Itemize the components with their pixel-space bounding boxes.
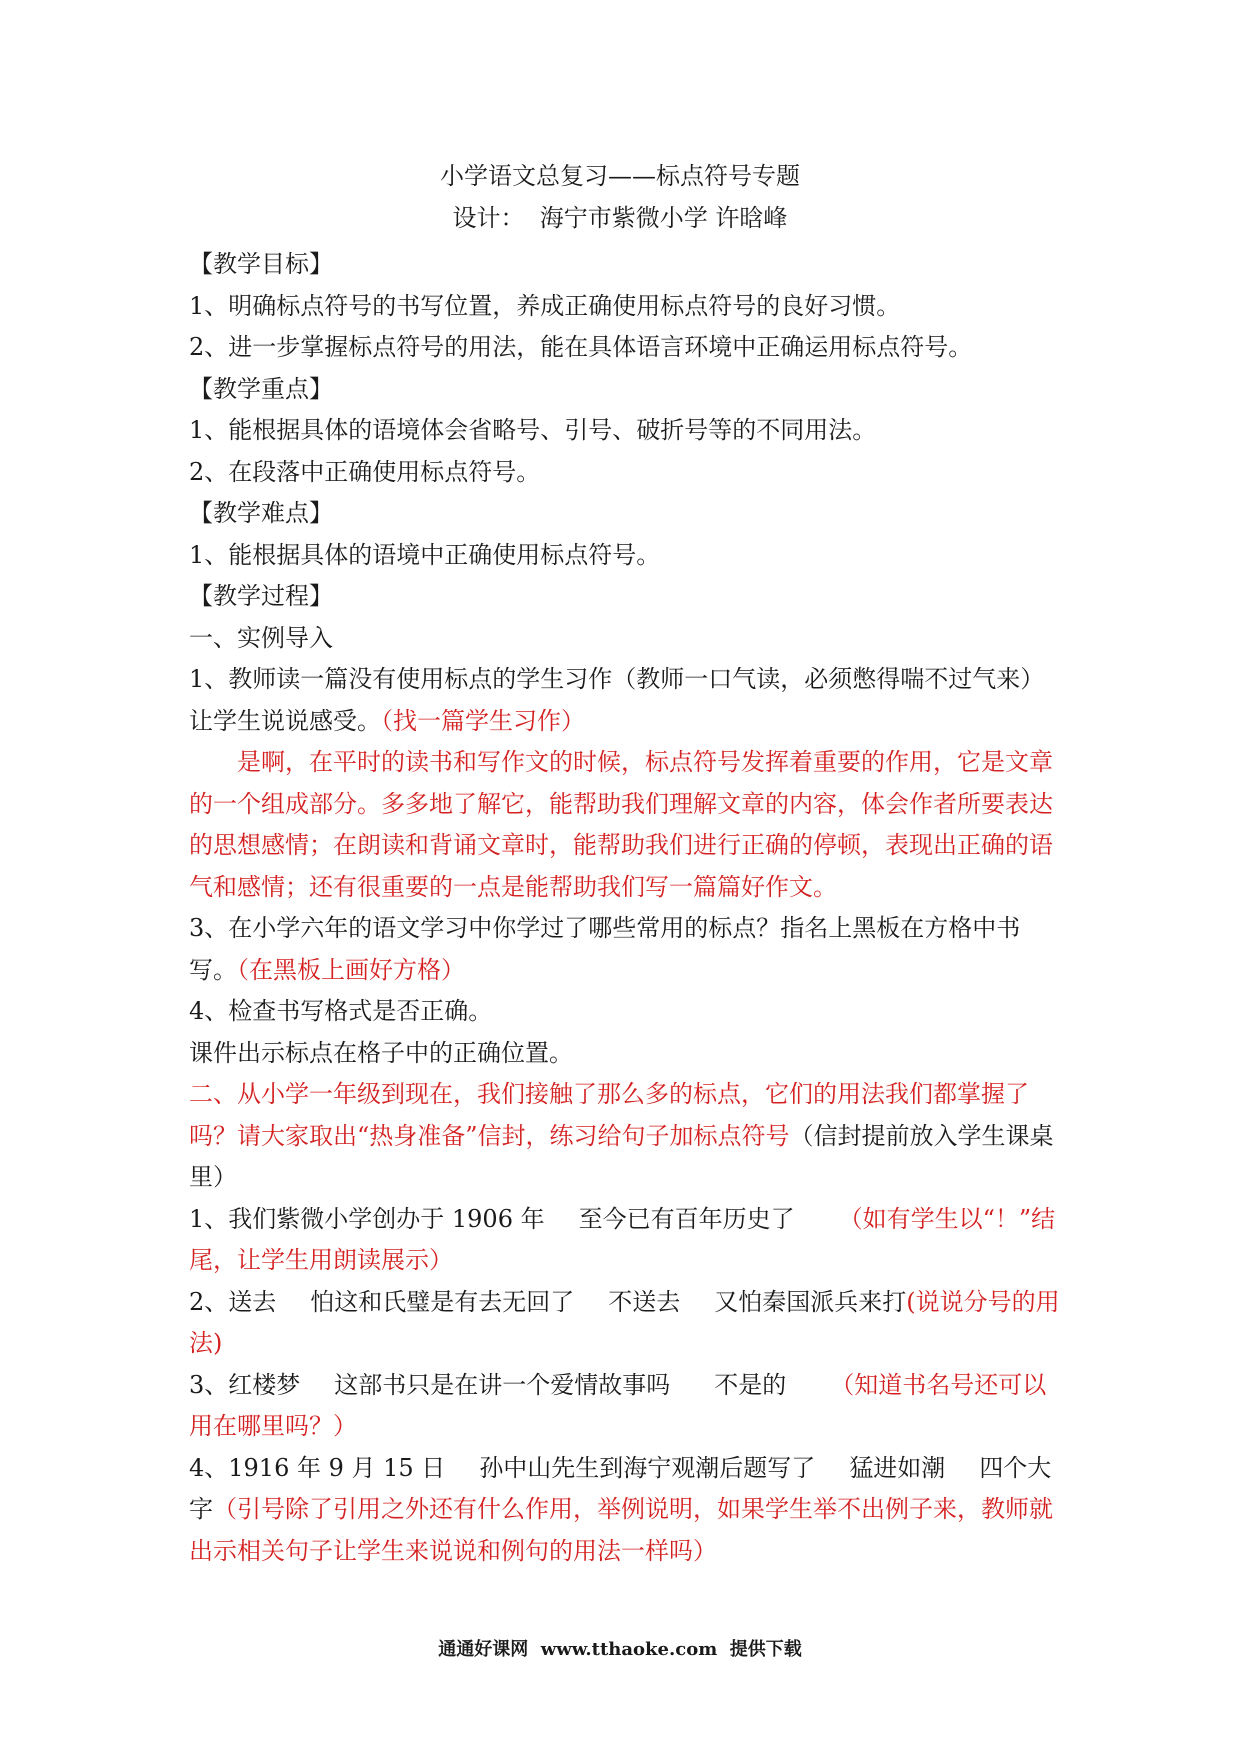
exercise-4-part-a: 4、1916 年 9 月 15 日 <box>189 1453 446 1482</box>
exercise-3-part-c: 不是的 <box>714 1370 787 1399</box>
exercise-2-part-c: 不送去 <box>608 1287 681 1316</box>
part-one-heading: 一、实例导入 <box>189 623 333 652</box>
difficulty-item-1: 1、能根据具体的语境中正确使用标点符号。 <box>189 540 661 569</box>
step-3-text: 3、在小学六年的语文学习中你学过了哪些常用的标点？指名上黑板在方格中书写。 <box>189 914 1021 984</box>
exercise-3-part-a: 3、红楼梦 <box>189 1370 301 1399</box>
step-1-paragraph <box>189 659 1064 742</box>
step-1-text: 1、教师读一篇没有使用标点的学生习作（教师一口气读，必须憋得喘不过气来）让学生说说感受。 <box>189 665 1045 735</box>
step-3-note: （在黑板上画好方格） <box>237 955 465 984</box>
exercise-1 <box>189 1199 1064 1282</box>
exercise-3-part-b: 这部书只是在讲一个爱情故事吗 <box>334 1370 671 1399</box>
key-point-item-2: 2、在段落中正确使用标点符号。 <box>189 457 541 486</box>
exercise-2-note: (说说分号的用法) <box>189 1287 1060 1357</box>
exercise-4-part-c: 猛进如潮 <box>849 1453 946 1482</box>
document-body <box>189 244 1064 1572</box>
exercise-2-part-a: 2、送去 <box>189 1287 277 1316</box>
step-4-line: 4、检查书写格式是否正确。 <box>189 997 493 1025</box>
exercise-4 <box>189 1448 1064 1573</box>
exercise-4-part-d: 四个大字 <box>189 1453 1052 1523</box>
courseware-line: 课件出示标点在格子中的正确位置。 <box>189 1038 573 1067</box>
exercise-3 <box>189 1365 1064 1448</box>
exercise-2 <box>189 1282 1064 1365</box>
part-two-red-text: 二、从小学一年级到现在，我们接触了那么多的标点，它们的用法我们都掌握了吗？请大家取出“热身准备”信封，练习给句子加标点符号 <box>189 1080 1029 1150</box>
section-heading-difficulty: 【教学难点】 <box>189 499 333 527</box>
part-two-black-note: （信封提前放入学生课桌里） <box>189 1121 1054 1191</box>
section-heading-key-points: 【教学重点】 <box>189 374 333 403</box>
exercise-3-note: （知道书名号还可以用在哪里吗？） <box>189 1370 1047 1440</box>
step-1-note: （找一篇学生习作） <box>381 706 585 735</box>
part-two-paragraph <box>189 1074 1064 1199</box>
key-point-item-1: 1、能根据具体的语境体会省略号、引号、破折号等的不同用法。 <box>189 416 877 444</box>
step-3-paragraph <box>189 908 1064 991</box>
exercise-4-note: （引号除了引用之外还有什么作用，举例说明，如果学生举不出例子来，教师就出示相关句子让学生来说说和例句的用法一样吗） <box>189 1495 1053 1565</box>
exercise-2-part-d: 又怕秦国派兵来打 <box>714 1287 907 1316</box>
red-explanation-paragraph: 是啊，在平时的读书和写作文的时候，标点符号发挥着重要的作用，它是文章的一个组成部分。多多地了解它，能帮助我们理解文章的内容，体会作者所要表达的思想感情；在朗读和背诵文章时，能帮助我们进行正确的停顿，表现出正确的语气和感情；还有很重要的一点是能帮助我们写一篇篇好作文。 <box>189 748 1053 901</box>
exercise-1-part-b: 至今已有百年历史了 <box>578 1204 795 1233</box>
goal-item-1: 1、明确标点符号的书写位置，养成正确使用标点符号的良好习惯。 <box>189 291 901 320</box>
section-heading-process: 【教学过程】 <box>189 582 333 610</box>
exercise-1-note: （如有学生以“！”结尾，让学生用朗读展示） <box>189 1204 1056 1274</box>
section-heading-goals: 【教学目标】 <box>189 250 333 278</box>
page-subtitle: 设计： 海宁市紫微小学 许晗峰 <box>452 204 788 232</box>
goal-item-2: 2、进一步掌握标点符号的用法，能在具体语言环境中正确运用标点符号。 <box>189 333 973 361</box>
page-footer: 通通好课网 www.tthaoke.com 提供下载 <box>438 1639 802 1660</box>
exercise-1-part-a: 1、我们紫微小学创办于 1906 年 <box>189 1204 545 1233</box>
exercise-4-part-b: 孙中山先生到海宁观潮后题写了 <box>479 1453 816 1482</box>
exercise-2-part-b: 怕这和氏璧是有去无回了 <box>310 1287 575 1316</box>
page-title: 小学语文总复习——标点符号专题 <box>440 162 800 190</box>
